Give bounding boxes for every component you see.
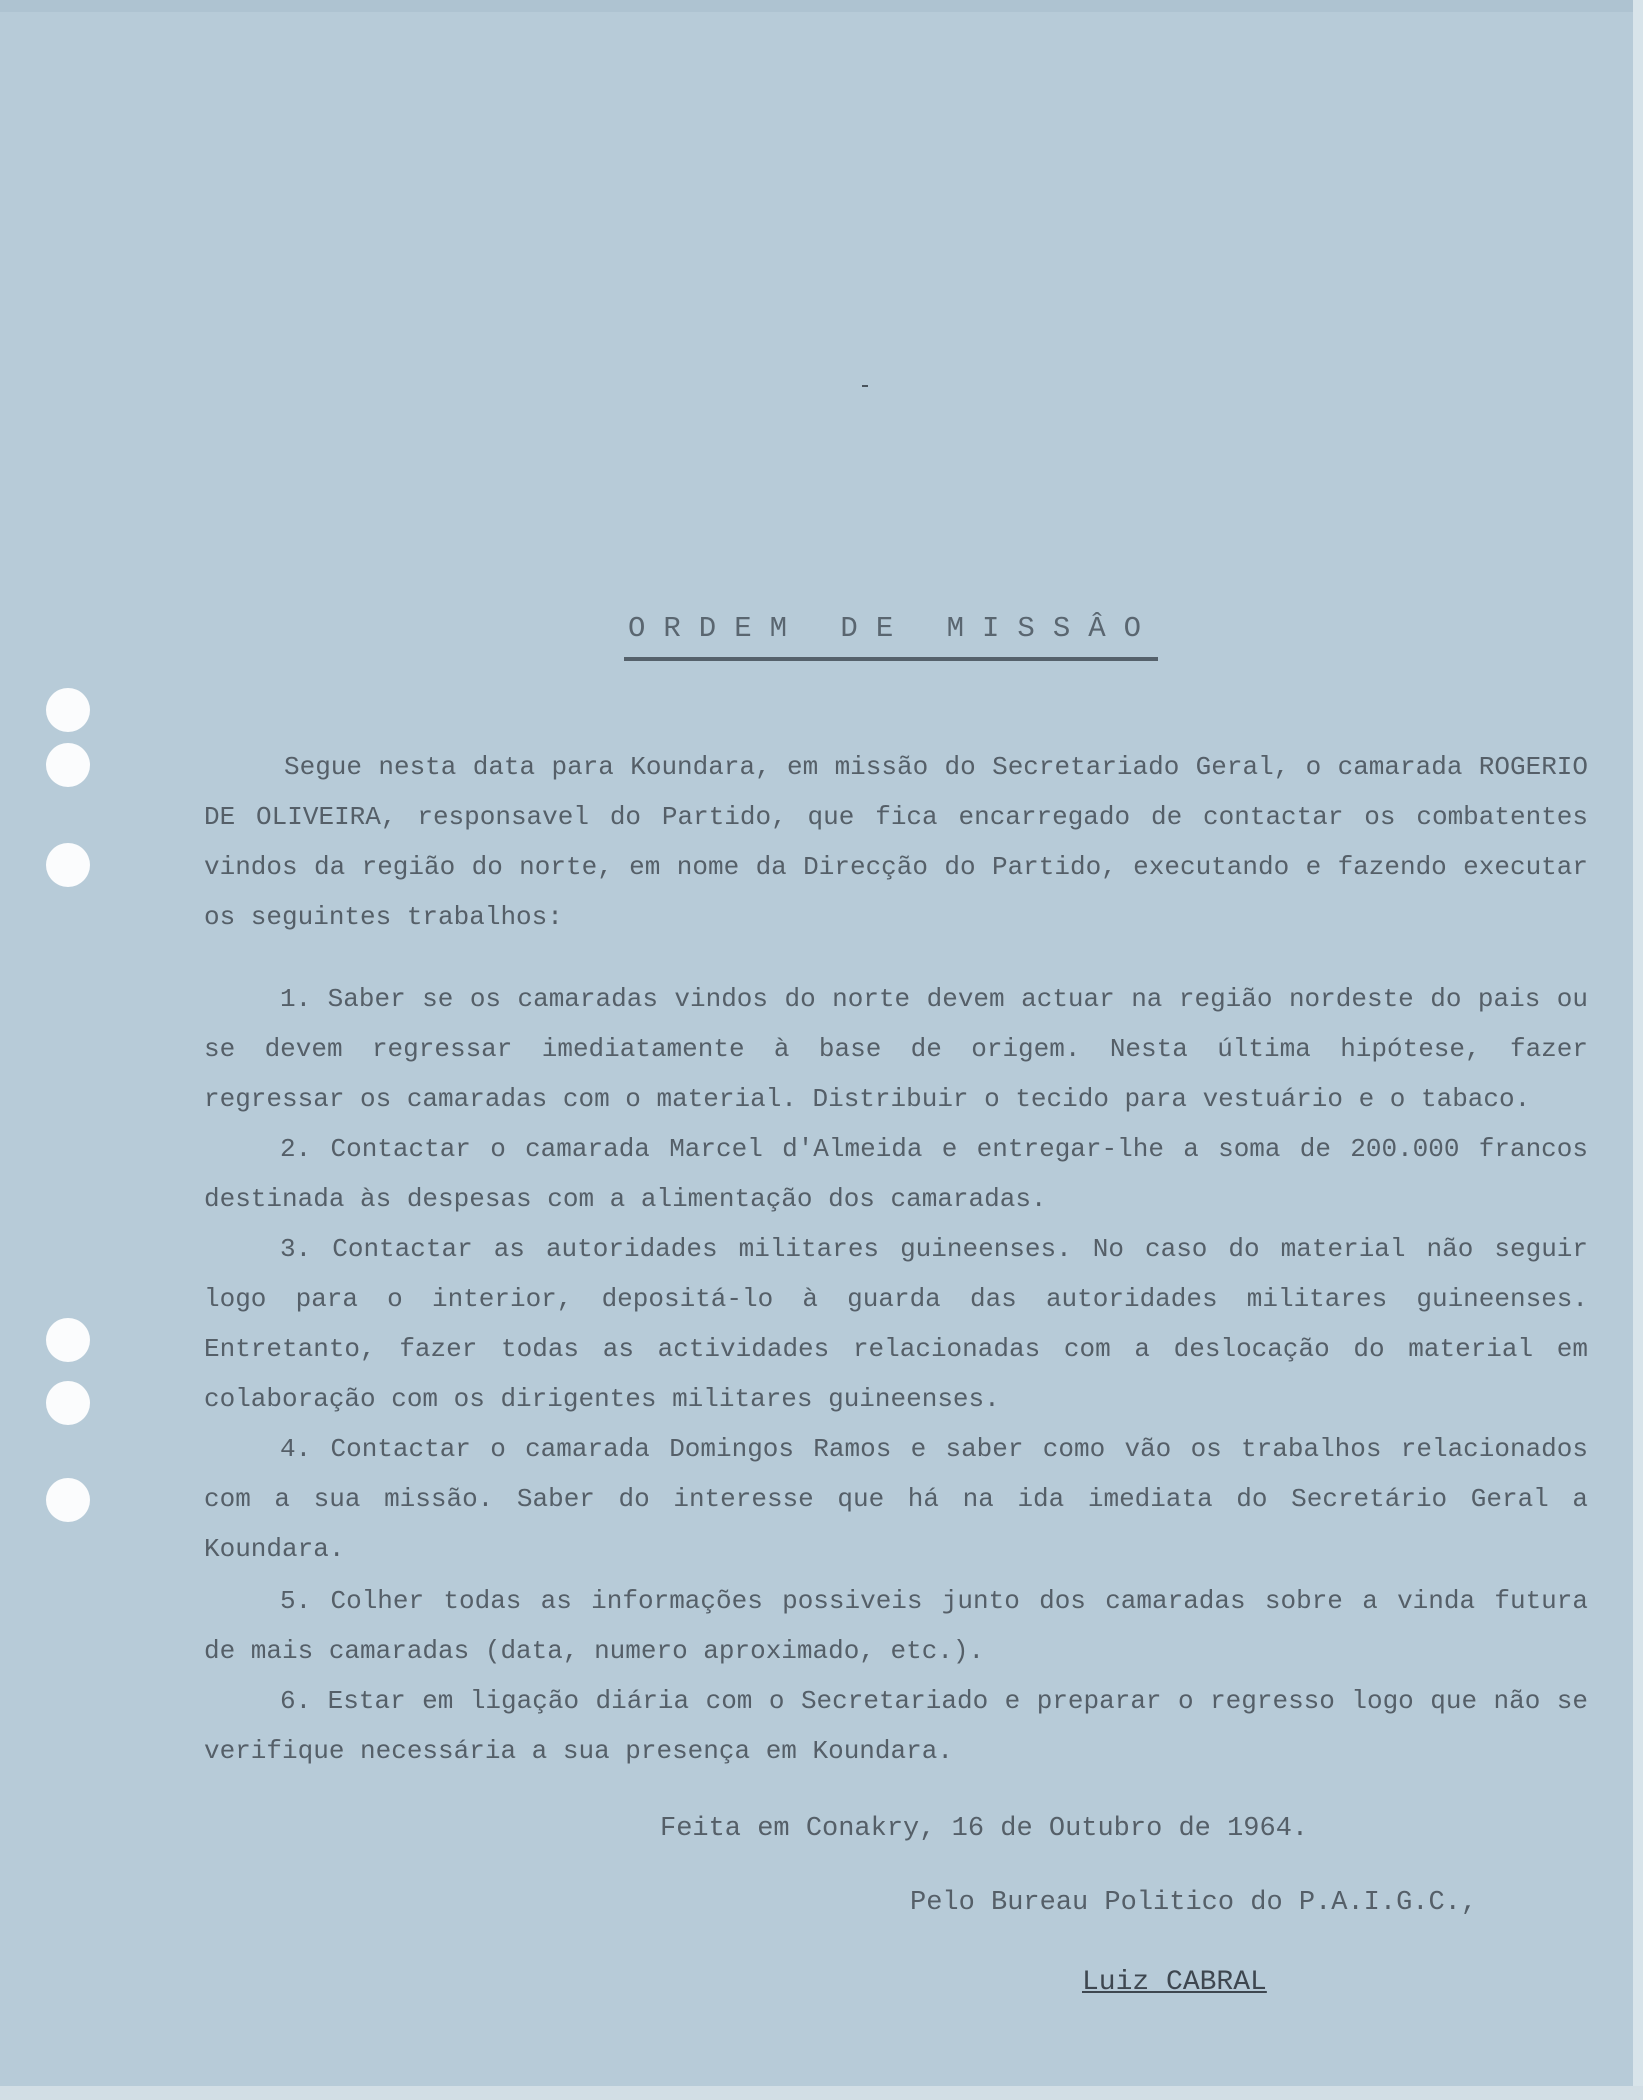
list-item-4: 4. Contactar o camarada Domingos Ramos e saber como vão os trabalhos relacionados com a sua missão. Saber do interesse que há na ida imediata do Secretário Geral a Koundara. [204, 1434, 1588, 1564]
issuer-line: Pelo Bureau Politico do P.A.I.G.C., [910, 1888, 1478, 1918]
list-item-1: 1. Saber se os camaradas vindos do norte devem actuar na região nordeste do pais ou se devem regressar imediatamente à base de origem. Nesta última hipótese, fazer regressar os camaradas com o material. Distribuir o tecido para vestuário e o tabaco. [204, 984, 1588, 1114]
punch-hole-3 [46, 843, 90, 887]
document-title: ORDEM DE MISSÂO [628, 612, 1160, 645]
list-item-5: 5. Colher todas as informações possiveis junto dos camaradas sobre a vinda futura de mais camaradas (data, numero aproximado, etc.). [204, 1586, 1588, 1666]
page-right-edge [1633, 0, 1643, 2100]
list-item-3: 3. Contactar as autoridades militares guineenses. No caso do material não seguir logo para o interior, depositá-lo à guarda das autoridades militares guineenses. Entretanto, fazer todas as actividades relacionadas com a deslocação do material em colaboração com os dirigentes militares guineenses. [204, 1234, 1588, 1414]
punch-hole-4 [46, 1318, 90, 1362]
place-date: Feita em Conakry, 16 de Outubro de 1964. [660, 1814, 1309, 1844]
page-bottom-edge [0, 2086, 1643, 2100]
list-item-6: 6. Estar em ligação diária com o Secretariado e preparar o regresso logo que não se verifique necessária a sua presença em Koundara. [204, 1686, 1588, 1766]
intro-paragraph: Segue nesta data para Koundara, em missão do Secretariado Geral, o camarada ROGERIO DE OLIVEIRA, responsavel do Partido, que fica encarregado de contactar os combatentes vindos da região do norte, em nome da Direcção do Partido, executando e fazendo executar os seguintes trabalhos: [204, 752, 1588, 932]
punch-hole-6 [46, 1478, 90, 1522]
punch-hole-5 [46, 1381, 90, 1425]
punch-hole-2 [46, 743, 90, 787]
signatory-name: Luiz CABRAL [1082, 1967, 1267, 1998]
punch-hole-1 [46, 688, 90, 732]
page-top-edge [0, 0, 1643, 12]
stray-ink-mark [862, 385, 868, 387]
title-underline [624, 657, 1158, 661]
list-item-2: 2. Contactar o camarada Marcel d'Almeida e entregar-lhe a soma de 200.000 francos destinada às despesas com a alimentação dos camaradas. [204, 1134, 1588, 1214]
